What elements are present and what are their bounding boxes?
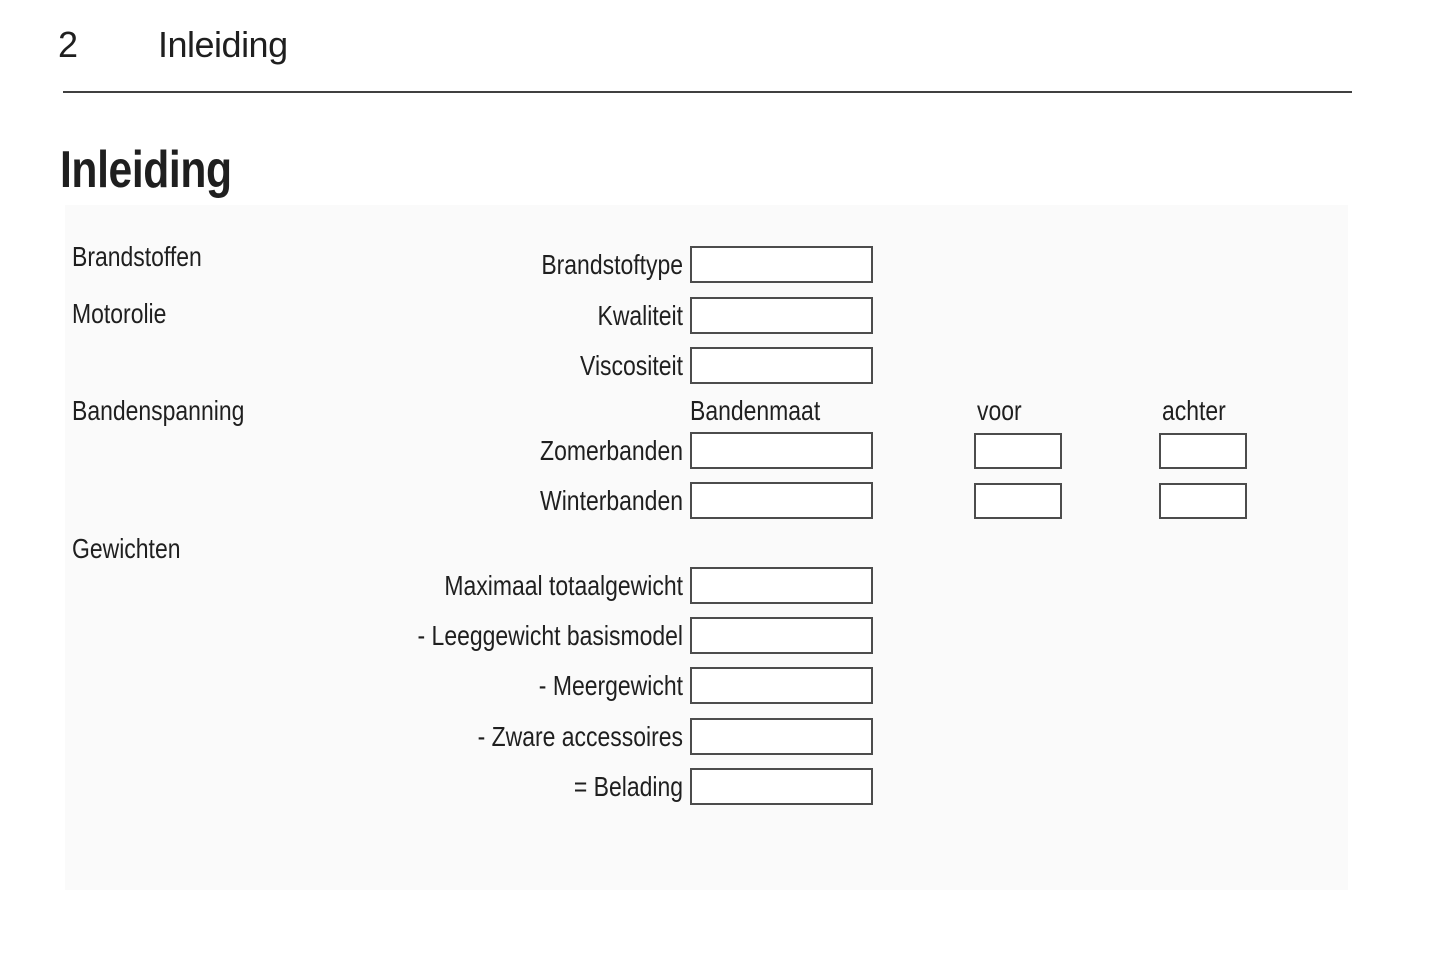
- field-row-winterbanden: [65, 482, 1247, 519]
- winterbanden-bandenmaat-input[interactable]: [690, 482, 873, 519]
- field-label-zware-accessoires: - Zware accessoires: [477, 720, 683, 752]
- brandstoftype-input[interactable]: [690, 246, 873, 283]
- field-label-kwaliteit: Kwaliteit: [597, 299, 683, 331]
- column-header-bandenmaat: Bandenmaat: [690, 395, 821, 426]
- field-label-maximaal-totaalgewicht: Maximaal totaalgewicht: [444, 569, 683, 601]
- field-row-meergewicht: [65, 667, 873, 704]
- section-label-motorolie: Motorolie: [72, 298, 167, 329]
- field-label-winterbanden: Winterbanden: [540, 484, 683, 516]
- winterbanden-achter-input[interactable]: [1159, 483, 1247, 519]
- zomerbanden-voor-input[interactable]: [974, 433, 1062, 469]
- field-row-kwaliteit: [65, 297, 873, 334]
- field-row-viscositeit: [65, 347, 873, 384]
- form-panel: [65, 205, 1348, 890]
- column-header-achter: achter: [1162, 395, 1226, 426]
- header-divider: [63, 91, 1352, 93]
- section-label-bandenspanning: Bandenspanning: [72, 395, 245, 426]
- section-label-gewichten: Gewichten: [72, 533, 181, 564]
- zomerbanden-bandenmaat-input[interactable]: [690, 432, 873, 469]
- page-title: Inleiding: [60, 140, 232, 199]
- page-number: 2: [58, 24, 78, 65]
- field-label-brandstoftype: Brandstoftype: [541, 248, 683, 280]
- maximaal-totaalgewicht-input[interactable]: [690, 567, 873, 604]
- zomerbanden-achter-input[interactable]: [1159, 433, 1247, 469]
- winterbanden-voor-input[interactable]: [974, 483, 1062, 519]
- field-row-zomerbanden: [65, 432, 1247, 469]
- field-label-belading: = Belading: [573, 770, 683, 802]
- belading-input[interactable]: [690, 768, 873, 805]
- field-row-maximaal-totaalgewicht: [65, 567, 873, 604]
- leeggewicht-basismodel-input[interactable]: [690, 617, 873, 654]
- field-row-belading: [65, 768, 873, 805]
- field-label-zomerbanden: Zomerbanden: [540, 434, 683, 466]
- field-label-leeggewicht-basismodel: - Leeggewicht basismodel: [417, 619, 683, 651]
- field-label-viscositeit: Viscositeit: [580, 349, 683, 381]
- field-label-meergewicht: - Meergewicht: [538, 669, 683, 701]
- field-row-zware-accessoires: [65, 718, 873, 755]
- section-label-brandstoffen: Brandstoffen: [72, 241, 202, 272]
- zware-accessoires-input[interactable]: [690, 718, 873, 755]
- field-row-brandstoftype: [65, 246, 873, 283]
- meergewicht-input[interactable]: [690, 667, 873, 704]
- field-row-leeggewicht-basismodel: [65, 617, 873, 654]
- column-header-voor: voor: [977, 395, 1022, 426]
- header-chapter-title: Inleiding: [158, 24, 288, 65]
- kwaliteit-input[interactable]: [690, 297, 873, 334]
- viscositeit-input[interactable]: [690, 347, 873, 384]
